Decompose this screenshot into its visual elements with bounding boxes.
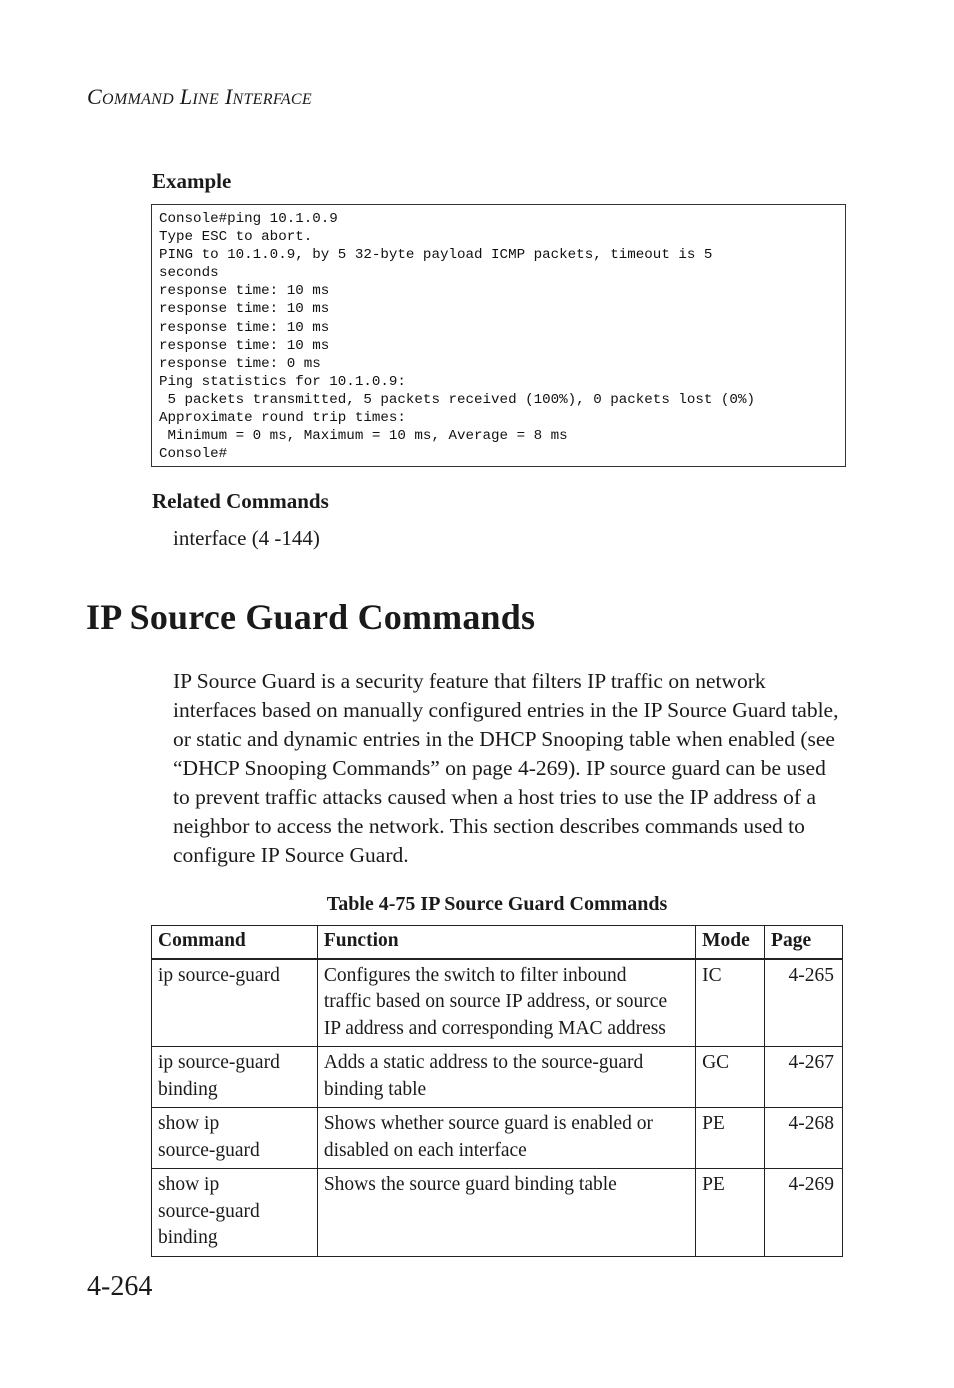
function-line: Shows whether source guard is enabled or bbox=[323, 1113, 654, 1134]
function-line: Shows the source guard binding table bbox=[323, 1174, 617, 1195]
commands-table bbox=[151, 925, 843, 1257]
command-cell bbox=[152, 1108, 318, 1169]
intro-paragraph: IP Source Guard is a security feature that filters IP traffic on network interfaces based on manually configured entries in the IP Source Guard table, or static and dynamic entries in the DHCP Snooping table when enabled (see “DHCP Snooping Commands” on page 4-269). IP source guard can be used to prevent traffic attacks caused when a host tries to use the IP address of a neighbor to access the network. This section describes commands used to configure IP Source Guard. bbox=[173, 669, 839, 867]
function-line: Adds a static address to the source-guard bbox=[323, 1052, 644, 1073]
table-caption: Table 4-75 IP Source Guard Commands bbox=[326, 893, 668, 915]
command-cell bbox=[152, 1047, 318, 1108]
function-line: traffic based on source IP address, or source bbox=[323, 991, 668, 1012]
code-line: Minimum = 0 ms, Maximum = 10 ms, Average = 8 ms bbox=[159, 428, 568, 445]
column-header-command: Command bbox=[152, 926, 318, 959]
code-line: PING to 10.1.0.9, by 5 32-byte payload ICMP packets, timeout is 5 bbox=[159, 247, 713, 264]
function-line: IP address and corresponding MAC address bbox=[323, 1017, 666, 1039]
running-header: COMMAND LINE INTERFACE bbox=[87, 84, 312, 109]
code-line: response time: 0 ms bbox=[159, 355, 321, 372]
column-header-page: Page bbox=[765, 926, 843, 959]
command-cell bbox=[152, 1169, 318, 1257]
command-line: source-guard bbox=[158, 1200, 260, 1222]
page-cell: 4-267 bbox=[765, 1047, 843, 1108]
example-heading: Example bbox=[152, 169, 232, 193]
page-cell: 4-268 bbox=[765, 1108, 843, 1169]
code-line: response time: 10 ms bbox=[159, 337, 330, 354]
table-row bbox=[152, 1047, 843, 1108]
table-row bbox=[152, 1169, 843, 1257]
function-cell bbox=[317, 1169, 695, 1257]
page-cell: 4-269 bbox=[765, 1169, 843, 1257]
function-cell bbox=[317, 1108, 695, 1169]
function-line: binding table bbox=[323, 1078, 427, 1100]
table-row bbox=[152, 959, 843, 1047]
command-line: binding bbox=[158, 1227, 218, 1248]
command-cell bbox=[152, 959, 318, 1047]
command-line: show ip bbox=[158, 1174, 220, 1195]
table-header-row bbox=[152, 926, 843, 959]
code-line: 5 packets transmitted, 5 packets received (100%), 0 packets lost (0%) bbox=[159, 391, 755, 408]
code-line: Ping statistics for 10.1.0.9: bbox=[159, 373, 406, 390]
mode-cell: GC bbox=[696, 1047, 765, 1108]
column-header-function: Function bbox=[317, 926, 695, 959]
code-line: Console#ping 10.1.0.9 bbox=[159, 211, 338, 227]
mode-cell: IC bbox=[696, 959, 765, 1047]
code-line: seconds bbox=[159, 265, 219, 282]
function-line: disabled on each interface bbox=[323, 1139, 527, 1161]
code-line: Console# bbox=[159, 446, 228, 463]
function-cell bbox=[317, 1047, 695, 1108]
related-commands-heading: Related Commands bbox=[152, 489, 329, 513]
function-cell bbox=[317, 959, 695, 1047]
command-line: binding bbox=[158, 1078, 218, 1100]
page-number: 4-264 bbox=[87, 1271, 153, 1302]
function-line: Configures the switch to filter inbound bbox=[323, 964, 627, 986]
section-title: IP Source Guard Commands bbox=[86, 597, 536, 637]
column-header-mode: Mode bbox=[696, 926, 765, 959]
command-line: ip source-guard bbox=[158, 964, 280, 986]
code-line: response time: 10 ms bbox=[159, 301, 330, 318]
related-command-reference: interface (4 -144) bbox=[173, 526, 320, 550]
code-line: response time: 10 ms bbox=[159, 319, 330, 336]
code-example-box bbox=[151, 204, 846, 467]
code-line: response time: 10 ms bbox=[159, 283, 330, 300]
command-line: show ip bbox=[158, 1113, 220, 1134]
mode-cell: PE bbox=[696, 1169, 765, 1257]
table-row bbox=[152, 1108, 843, 1169]
mode-cell: PE bbox=[696, 1108, 765, 1169]
page-cell: 4-265 bbox=[765, 959, 843, 1047]
code-line: Type ESC to abort. bbox=[159, 229, 313, 246]
code-line: Approximate round trip times: bbox=[159, 410, 406, 427]
command-line: ip source-guard bbox=[158, 1052, 280, 1073]
command-line: source-guard bbox=[158, 1139, 260, 1161]
